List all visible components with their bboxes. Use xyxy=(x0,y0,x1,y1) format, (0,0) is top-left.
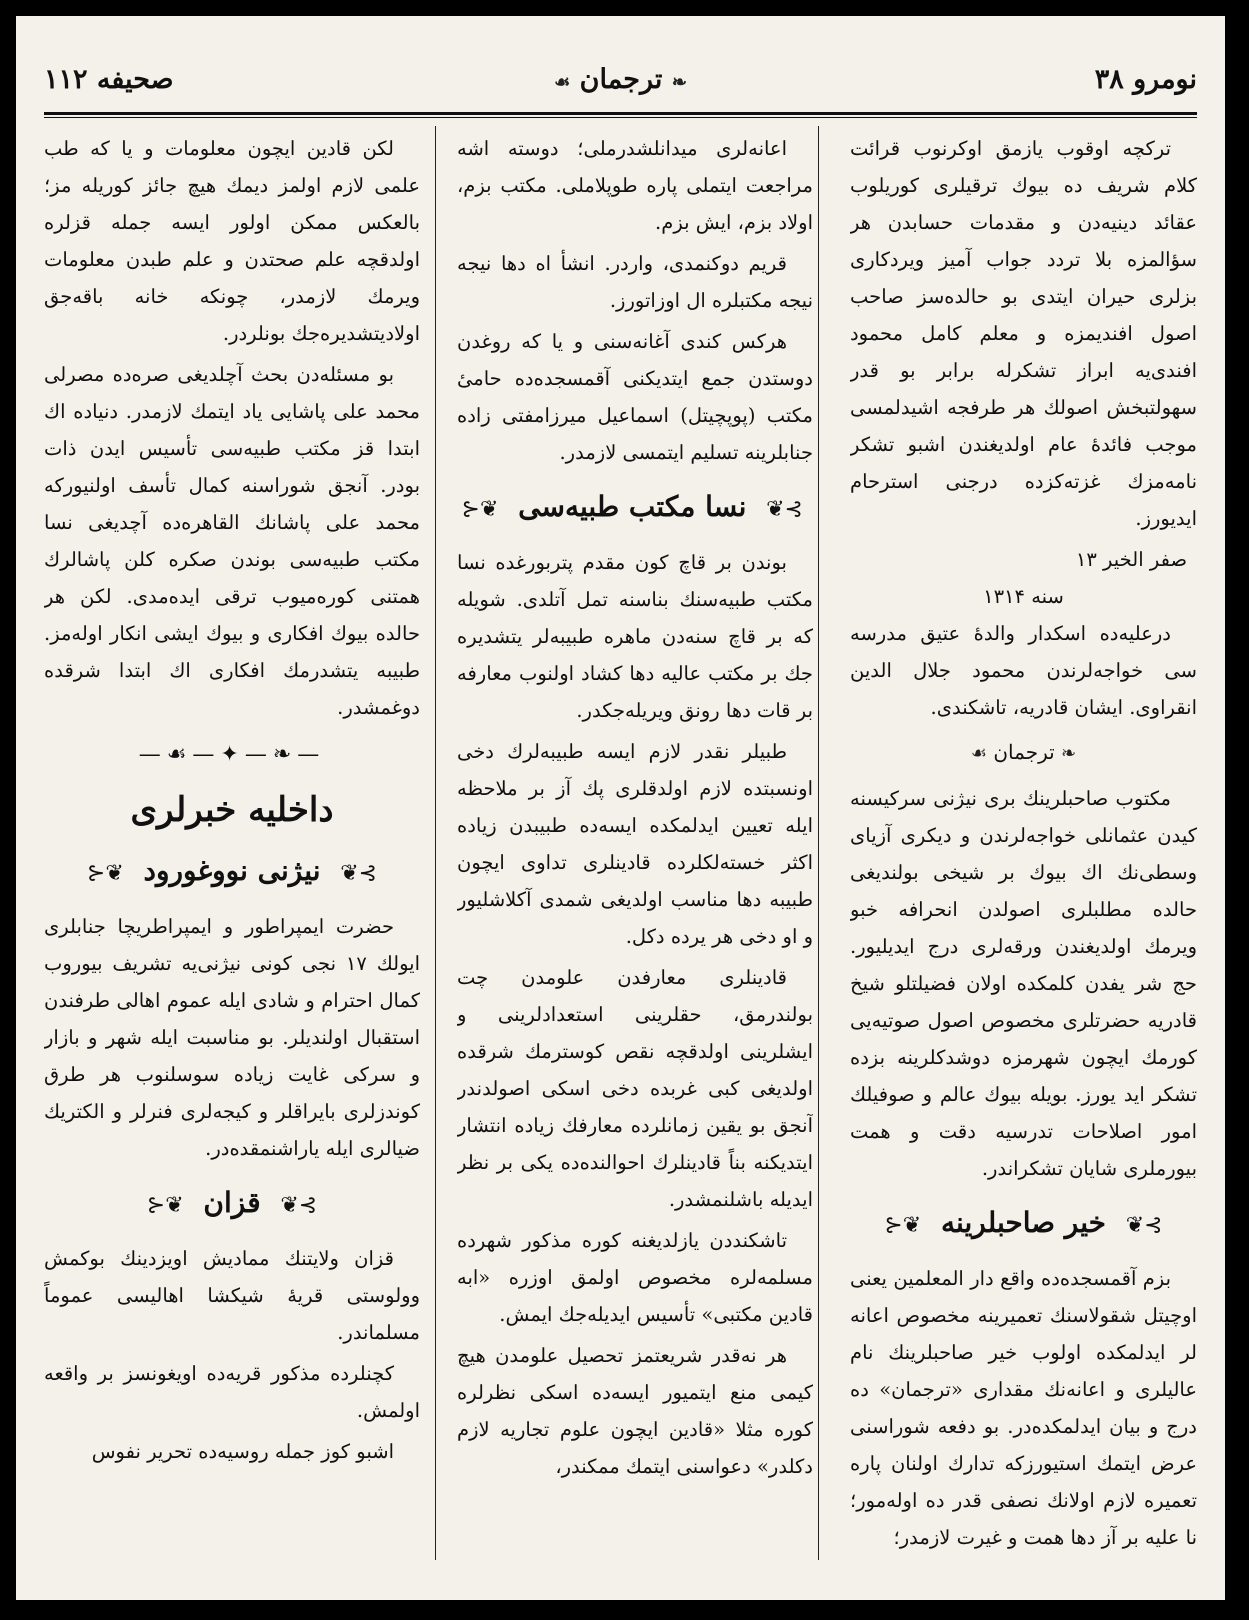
column-divider xyxy=(818,126,819,1560)
ornament-icon: ❦⊰ xyxy=(461,497,499,522)
article-paragraph: لکن قادین ایچون معلومات و یا که طب علمی لازم اولمز دیمك هیچ جائز کوریله مز؛ بالعکس ممکن اولور ایسه جمله قزلره اولدقچه علم صحتدن و علم طبدن معلومات ویرمك لازمدر، چونکه خانه باقه‌جق اولادیتشدیره‌جك بونلردر. xyxy=(44,137,420,345)
article-paragraph: اشبو کوز جمله روسیه‌ده تحریر نفوس xyxy=(91,1440,394,1463)
article-paragraph: بوندن بر قاچ کون مقدم پتربورغده نسا مکتب طبیه‌سنك بناسنه تمل آتلدی. شویله که بر قاچ سنه‌دن ماهره طبیبه‌لر یتشدیره جك بر مکتب عالیه دها کشاد اولنوب معارفه بر قات دها رونق ویریله‌جکدر. xyxy=(457,551,813,722)
header-rule-thin xyxy=(44,117,1197,118)
ornament-icon: ❧ xyxy=(1061,743,1077,764)
ornament-icon: ⊱❦ xyxy=(280,1193,318,1218)
article-paragraph: هر نه‌قدر شریعتمز تحصیل علومدن هیچ کیمی منع ایتمیور ایسه‌ده اسکی نظرلره کوره مثلا «قادین ایچون علوم تجاریه لازم دکلدر» دعواسنی ایتمك ممکندر، xyxy=(457,1344,813,1478)
column-left xyxy=(44,130,420,1560)
year-line: سنه ۱۳۱۴ xyxy=(983,585,1064,608)
page-header xyxy=(44,54,1197,112)
heading-text: نیژنی نووغورود xyxy=(143,854,321,887)
section-divider: —❧—✦—☙— xyxy=(138,742,326,767)
section-heading xyxy=(44,1181,420,1228)
section-heading xyxy=(850,1201,1197,1248)
newspaper-page xyxy=(16,16,1225,1600)
article-paragraph: بو مسئله‌دن بحث آچلدیغی صره‌ده مصرلی محمد علی پاشایی یاد ایتمك لازمدر. دنیاده اك ابتدا قز مکتب طبیه‌سی تأسیس ایدن ذات بودر. آنجق شوراسنه کمال تأسف اولنیورکه محمد علی پاشانك القاهره‌ده آچدیغی نسا مکتب طبیه‌سی بوندن صکره کلن پاشالرك همتنی کوره‌میوب ترقی ایده‌مدی. لکن هر حالده بیوك افکاری و بیوك ایشی انکار اوله‌مز. طبیبه یتشدرمك افکاری اك ابتدا شرقده دوغمشدر. xyxy=(44,363,420,719)
ornament-icon: ❦⊰ xyxy=(86,861,124,886)
heading-text: نسا مکتب طبیه‌سی xyxy=(518,490,747,523)
header-rule xyxy=(44,112,1197,115)
heading-text: خیر صاحبلرینه xyxy=(941,1206,1106,1239)
article-paragraph: قزان ولایتنك ممادیش اویزدینك بوکمش وولوستی قریهٔ شیکشا اهالیسی عموماً مسلماندر. xyxy=(44,1247,420,1344)
ornament-icon: ⊱❦ xyxy=(340,861,378,886)
heading-text: قزان xyxy=(203,1186,261,1219)
ornament-icon: ❧ xyxy=(671,72,687,93)
section-heading-domestic: داخلیه خبرلری xyxy=(130,790,334,830)
column-middle xyxy=(457,130,813,1560)
article-paragraph: کچنلرده مذکور قریه‌ده اویغونسز بر واقعه اولمش. xyxy=(44,1362,420,1422)
column-right xyxy=(850,130,1197,1560)
subhead-text: ترجمان xyxy=(993,740,1055,764)
page-number: صحیفه ۱۱۲ xyxy=(44,64,174,95)
section-heading xyxy=(457,485,813,532)
date-text: صفر الخیر ۱۳ xyxy=(1075,548,1187,571)
article-paragraph: طبیلر نقدر لازم ایسه طبیبه‌لرك دخی اونسبتده لازم اولدقلری پك آز بر ملاحظه ایله تعیین ایدلمکده ایسه‌ده طبیبدن زیاده اکثر خسته‌لکلرده قادینلری تداوی ایچون طبیبه دها مناسب اولدیغی شمدی آکلاشلیور و او دخی هر یرده دکل. xyxy=(457,740,813,948)
ornament-icon: ⊱❦ xyxy=(766,497,803,522)
ornament-icon: ⊱❦ xyxy=(1125,1213,1163,1238)
masthead-title-text: ترجمان xyxy=(579,64,663,95)
article-paragraph: بزم آقمسجده‌ده واقع دار المعلمین یعنی اوچیتل شقولاسنك تعمیرینه مخصوص اعانه لر ایدلمکده اولوب خیر صاحبلرینك نام عالیلری و اعانه‌نك مقداری «ترجمان» ده درج و بیان ایدلمکده‌در. بو دفعه شوراسنی عرض ایتمك استیورزکه تدارك اولنان پاره تعمیره لازم اولانك نصفی قدر ده اوله‌مور؛ نا علیه بر آز دها همت و غیرت لازمدر؛ xyxy=(850,1267,1197,1549)
column-divider xyxy=(435,126,436,1560)
masthead-title xyxy=(554,64,687,95)
ornament-icon: ❦⊰ xyxy=(884,1213,922,1238)
section-subhead xyxy=(850,734,1197,772)
signature-paragraph: درعلیه‌ده اسکدار والدهٔ عتیق مدرسه سی خواجه‌لرندن محمود جلال الدین انقراوی. ایشان قادریه، تاشکندی. xyxy=(850,622,1197,719)
date-line xyxy=(850,541,1197,578)
article-paragraph: قادینلری معارفدن علومدن چت بولندرمق، حقلرینی استعدادلرینی و ایشلرینی اولدقچه نقص کوسترمك شرقده اولدیغی کبی غربده دخی اسکی اصولدندر آنجق بو یقین زمانلرده معارفك زیاده انتشار ایتدیکنه بناً قادینلرك احوالنده‌ده یکی بر نظر ایدیله باشلنمشدر. xyxy=(457,966,813,1211)
article-paragraph: تاشکنددن یازلدیغنه کوره مذکور شهرده مسلمه‌لره مخصوص اولمق اوزره «ابه قادین مکتبی» تأسیس ایدیله‌جك ایمش. xyxy=(457,1229,813,1326)
article-paragraph: هرکس کندی آغانه‌سنی و یا که روغدن دوستدن جمع ایتدیکنی آقمسجده‌ده حامیٔ مکتب (پوپچیتل) اسماعیل میرزامفتی زاده جنابلرینه تسلیم ایتمسی لازمدر. xyxy=(457,330,813,464)
ornament-icon: ❦⊰ xyxy=(146,1193,184,1218)
article-paragraph: اعانه‌لری میدانلشدرملی؛ دوسته اشه مراجعت ایتملی پاره طوپلاملی. مکتب بزم، اولاد بزم، ایش بزم. xyxy=(457,137,813,234)
article-paragraph: قریم دوکنمدی، واردر. انشأ اه دها نیجه نیجه مکتبلره ال اوزاتورز. xyxy=(457,252,813,312)
ornament-icon: ☙ xyxy=(554,72,571,93)
article-paragraph: ترکچه اوقوب یازمق اوکرنوب قرائت کلام شریف ده بیوك ترقیلری کوریلوب عقائد دینیه‌دن و مقدمات حسابدن هر سؤالمزه بلا تردد جواب آمیز ویردکاری بزلری حیران ایتدی بو حالده‌سز صاحب اصول افندیمزه و معلم کامل محمود افندی‌یه ابراز تشکرله برابر بو قدر سهولتبخش اصولك هر طرفجه اشیدلمسی موجب فائدهٔ عام اولدیغندن اشبو تشکر نامه‌مزك غزته‌کزده درجنی استرحام ایدیورز. xyxy=(850,137,1197,530)
section-heading xyxy=(44,849,420,896)
article-paragraph: حضرت ایمپراطور و ایمپراطریچا جنابلری ایولك ۱۷ نجی کونی نیژنی‌یه تشریف بیوروب کمال احترام و شادی ایله عموم اهالی طرفندن استقبال اولندیلر. بو مناسبت ایله شهر و بازار و سرکی غایت زیاده سوسلنوب هر طرق کوندزلری بایراقلر و کیجه‌لری فنرلر و الکتریك ضیالری ایله یاراشنمقده‌در. xyxy=(44,915,420,1160)
article-paragraph: مکتوب صاحبلرینك بری نیژنی سرکیسنه کیدن عثمانلی خواجه‌لرندن و دیکری آزیای وسطی‌نك اك بیوك بر شیخی بولندیغی حالده مطلبلری اصولدن انحرافه خبو ویرمك اولدیغندن ورقه‌لری درج ایدیلیور. حج شر یفدن کلمکده اولان فضیلتلو شیخ قادریه حضرتلری مخصوص اصول صوتیه‌یی کورمك ایچون شهرمزه دوشدکلرینه بزده تشکر اید یورز. بویله بیوك عالم و صوفیلك امور اصلاحات تدرسیه دقت و همت بیورملری شایان تشکراندر. xyxy=(850,787,1197,1180)
ornament-icon: ☙ xyxy=(970,743,987,764)
issue-number: نومرو ۳۸ xyxy=(1094,64,1197,95)
